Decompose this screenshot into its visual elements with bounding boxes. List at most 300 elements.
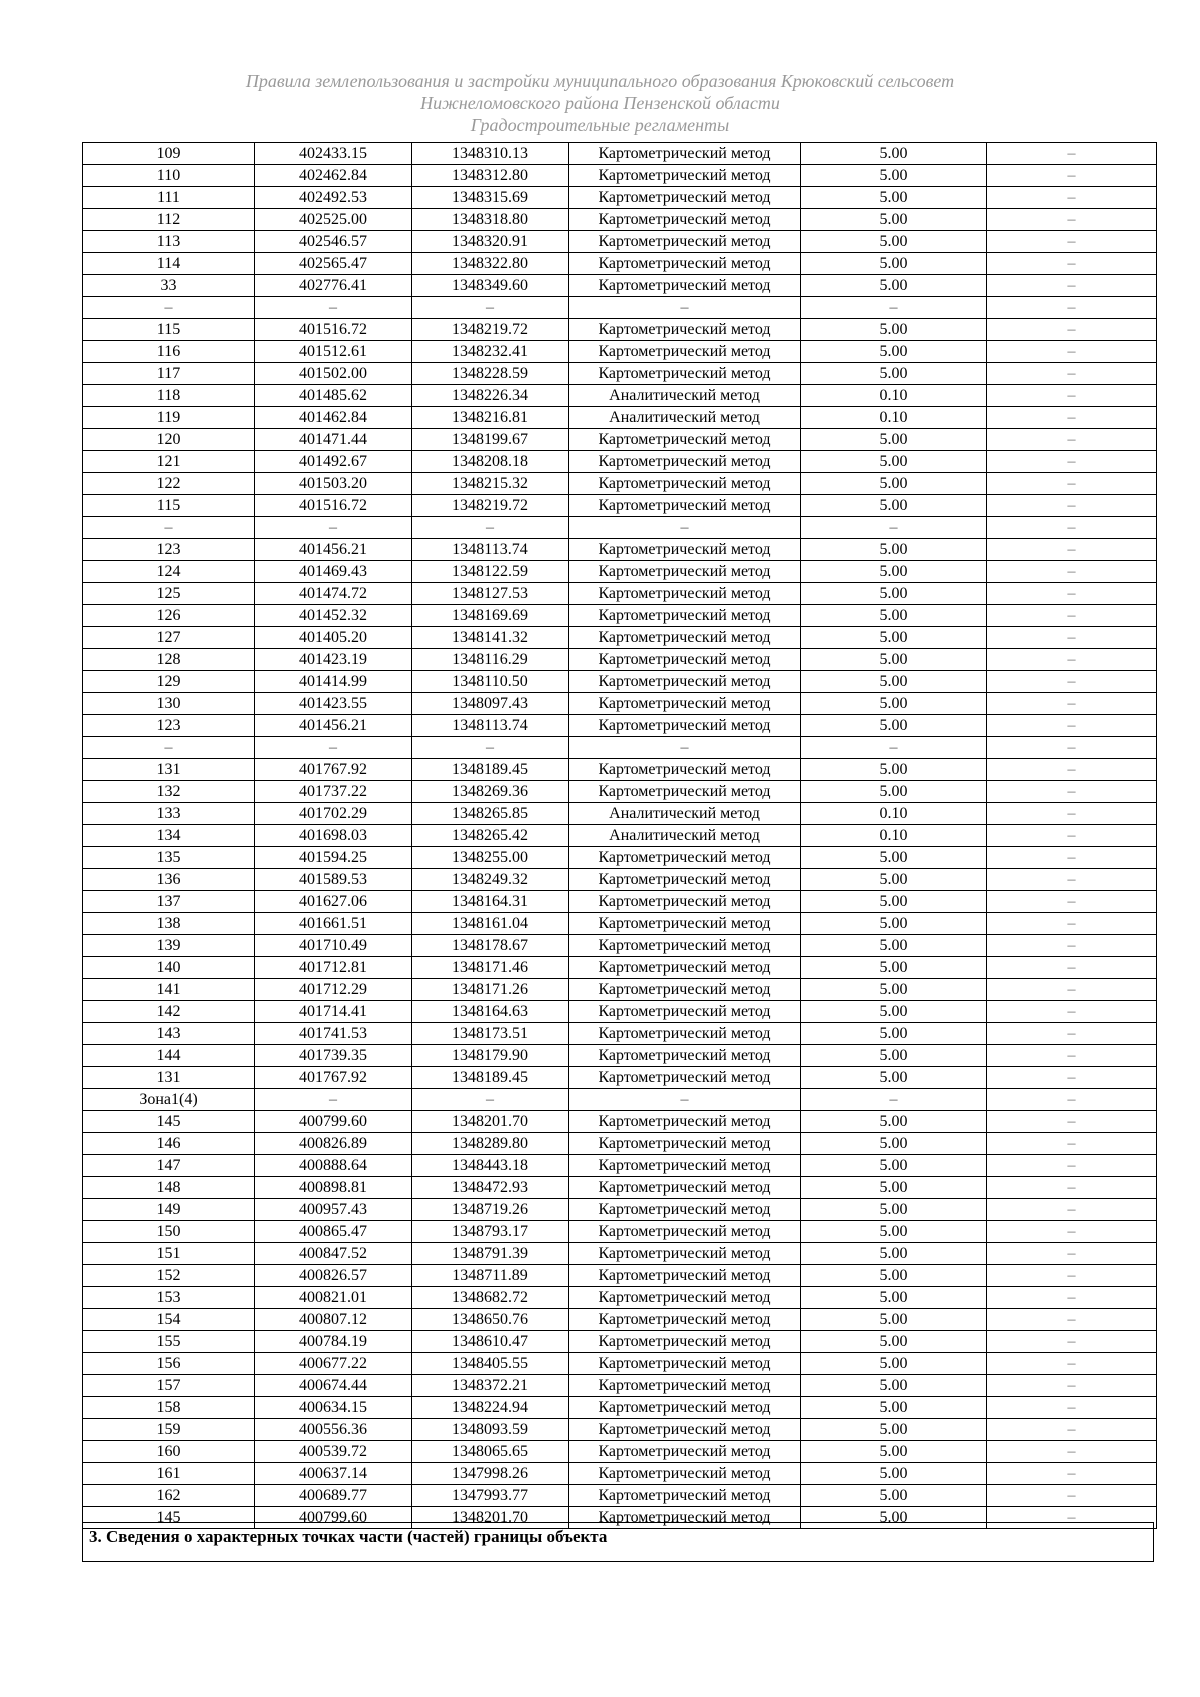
x-coordinate-cell: 401712.29	[255, 979, 412, 1001]
accuracy-cell: 5.00	[801, 1111, 987, 1133]
x-coordinate-cell: 401502.00	[255, 363, 412, 385]
accuracy-cell: 5.00	[801, 1375, 987, 1397]
point-number-cell: 152	[83, 1265, 255, 1287]
y-coordinate-cell: 1348405.55	[412, 1353, 569, 1375]
y-coordinate-cell: 1348097.43	[412, 693, 569, 715]
y-coordinate-cell: 1348189.45	[412, 1067, 569, 1089]
y-coordinate-cell: 1348116.29	[412, 649, 569, 671]
point-number-cell: 159	[83, 1419, 255, 1441]
x-coordinate-cell: 401741.53	[255, 1023, 412, 1045]
method-cell: Картометрический метод	[569, 1353, 801, 1375]
y-coordinate-cell: 1348472.93	[412, 1177, 569, 1199]
y-coordinate-cell: 1348113.74	[412, 539, 569, 561]
point-number-cell: 154	[83, 1309, 255, 1331]
point-number-cell: 113	[83, 231, 255, 253]
y-coordinate-cell: 1347993.77	[412, 1485, 569, 1507]
method-cell: Картометрический метод	[569, 1485, 801, 1507]
method-cell: Картометрический метод	[569, 693, 801, 715]
method-cell: Картометрический метод	[569, 913, 801, 935]
description-cell: –	[987, 979, 1157, 1001]
accuracy-cell: 5.00	[801, 1243, 987, 1265]
accuracy-cell: 5.00	[801, 1507, 987, 1529]
x-coordinate-cell: 401702.29	[255, 803, 412, 825]
table-row	[83, 1221, 1157, 1243]
description-cell: –	[987, 737, 1157, 759]
accuracy-cell: 5.00	[801, 1023, 987, 1045]
y-coordinate-cell: 1348310.13	[412, 143, 569, 165]
description-cell: –	[987, 231, 1157, 253]
description-cell: –	[987, 869, 1157, 891]
y-coordinate-cell: 1348173.51	[412, 1023, 569, 1045]
table-row	[83, 737, 1157, 759]
y-coordinate-cell: 1348372.21	[412, 1375, 569, 1397]
method-cell: Картометрический метод	[569, 1419, 801, 1441]
description-cell: –	[987, 1375, 1157, 1397]
x-coordinate-cell: 401503.20	[255, 473, 412, 495]
point-number-cell: Зона1(4)	[83, 1089, 255, 1111]
y-coordinate-cell: 1348219.72	[412, 319, 569, 341]
method-cell: Картометрический метод	[569, 1507, 801, 1529]
point-number-cell: 140	[83, 957, 255, 979]
accuracy-cell: 5.00	[801, 1463, 987, 1485]
table-row	[83, 1265, 1157, 1287]
table-row	[83, 781, 1157, 803]
description-cell: –	[987, 1243, 1157, 1265]
description-cell: –	[987, 209, 1157, 231]
accuracy-cell: 5.00	[801, 715, 987, 737]
x-coordinate-cell: 400898.81	[255, 1177, 412, 1199]
method-cell: Картометрический метод	[569, 495, 801, 517]
y-coordinate-cell: 1348161.04	[412, 913, 569, 935]
accuracy-cell: 5.00	[801, 253, 987, 275]
y-coordinate-cell: 1348169.69	[412, 605, 569, 627]
table-row	[83, 275, 1157, 297]
accuracy-cell: 5.00	[801, 539, 987, 561]
method-cell: Картометрический метод	[569, 759, 801, 781]
point-number-cell: 144	[83, 1045, 255, 1067]
y-coordinate-cell: 1348110.50	[412, 671, 569, 693]
x-coordinate-cell: 400539.72	[255, 1441, 412, 1463]
description-cell: –	[987, 1397, 1157, 1419]
table-row	[83, 759, 1157, 781]
accuracy-cell: 5.00	[801, 473, 987, 495]
y-coordinate-cell: 1348711.89	[412, 1265, 569, 1287]
table-row	[83, 693, 1157, 715]
x-coordinate-cell: 401589.53	[255, 869, 412, 891]
point-number-cell: 125	[83, 583, 255, 605]
table-row	[83, 473, 1157, 495]
table-row	[83, 1111, 1157, 1133]
table-row	[83, 847, 1157, 869]
description-cell: –	[987, 253, 1157, 275]
point-number-cell: 149	[83, 1199, 255, 1221]
x-coordinate-cell: 401739.35	[255, 1045, 412, 1067]
accuracy-cell: 5.00	[801, 1155, 987, 1177]
point-number-cell: 153	[83, 1287, 255, 1309]
point-number-cell: 127	[83, 627, 255, 649]
method-cell: Картометрический метод	[569, 583, 801, 605]
accuracy-cell: 5.00	[801, 341, 987, 363]
x-coordinate-cell: 400634.15	[255, 1397, 412, 1419]
x-coordinate-cell: 402462.84	[255, 165, 412, 187]
table-row	[83, 517, 1157, 539]
method-cell: Картометрический метод	[569, 1397, 801, 1419]
y-coordinate-cell: 1348255.00	[412, 847, 569, 869]
method-cell: –	[569, 517, 801, 539]
point-number-cell: 109	[83, 143, 255, 165]
y-coordinate-cell: 1348189.45	[412, 759, 569, 781]
description-cell: –	[987, 803, 1157, 825]
method-cell: Картометрический метод	[569, 1331, 801, 1353]
y-coordinate-cell: 1348232.41	[412, 341, 569, 363]
accuracy-cell: 0.10	[801, 803, 987, 825]
y-coordinate-cell: 1348610.47	[412, 1331, 569, 1353]
method-cell: Аналитический метод	[569, 825, 801, 847]
table-row	[83, 825, 1157, 847]
point-number-cell: 133	[83, 803, 255, 825]
x-coordinate-cell: 401714.41	[255, 1001, 412, 1023]
accuracy-cell: 0.10	[801, 385, 987, 407]
accuracy-cell: 5.00	[801, 187, 987, 209]
point-number-cell: 146	[83, 1133, 255, 1155]
description-cell: –	[987, 561, 1157, 583]
method-cell: Картометрический метод	[569, 363, 801, 385]
method-cell: Картометрический метод	[569, 319, 801, 341]
method-cell: Картометрический метод	[569, 275, 801, 297]
table-row	[83, 1023, 1157, 1045]
table-row	[83, 561, 1157, 583]
accuracy-cell: 0.10	[801, 825, 987, 847]
point-number-cell: 110	[83, 165, 255, 187]
y-coordinate-cell: 1347998.26	[412, 1463, 569, 1485]
point-number-cell: –	[83, 517, 255, 539]
y-coordinate-cell: 1348443.18	[412, 1155, 569, 1177]
point-number-cell: 145	[83, 1111, 255, 1133]
description-cell: –	[987, 1265, 1157, 1287]
table-row	[83, 869, 1157, 891]
table-row	[83, 1309, 1157, 1331]
x-coordinate-cell: 400821.01	[255, 1287, 412, 1309]
x-coordinate-cell: 401737.22	[255, 781, 412, 803]
accuracy-cell: –	[801, 1089, 987, 1111]
y-coordinate-cell: 1348791.39	[412, 1243, 569, 1265]
accuracy-cell: 5.00	[801, 1067, 987, 1089]
method-cell: Картометрический метод	[569, 891, 801, 913]
method-cell: Картометрический метод	[569, 1463, 801, 1485]
point-number-cell: 130	[83, 693, 255, 715]
x-coordinate-cell: 401767.92	[255, 759, 412, 781]
description-cell: –	[987, 1155, 1157, 1177]
accuracy-cell: 5.00	[801, 1287, 987, 1309]
table-row	[83, 715, 1157, 737]
table-row	[83, 583, 1157, 605]
method-cell: Картометрический метод	[569, 1243, 801, 1265]
x-coordinate-cell: 400826.89	[255, 1133, 412, 1155]
method-cell: Аналитический метод	[569, 385, 801, 407]
table-row	[83, 1199, 1157, 1221]
point-number-cell: 158	[83, 1397, 255, 1419]
table-row	[83, 957, 1157, 979]
description-cell: –	[987, 429, 1157, 451]
method-cell: Картометрический метод	[569, 1375, 801, 1397]
point-number-cell: –	[83, 297, 255, 319]
coordinates-table	[82, 142, 1157, 1529]
accuracy-cell: 5.00	[801, 143, 987, 165]
point-number-cell: 142	[83, 1001, 255, 1023]
method-cell: Картометрический метод	[569, 209, 801, 231]
x-coordinate-cell: 401456.21	[255, 539, 412, 561]
x-coordinate-cell: 400784.19	[255, 1331, 412, 1353]
table-row	[83, 979, 1157, 1001]
accuracy-cell: 5.00	[801, 605, 987, 627]
x-coordinate-cell: 401512.61	[255, 341, 412, 363]
point-number-cell: 155	[83, 1331, 255, 1353]
description-cell: –	[987, 671, 1157, 693]
description-cell: –	[987, 1133, 1157, 1155]
x-coordinate-cell: 401462.84	[255, 407, 412, 429]
point-number-cell: 148	[83, 1177, 255, 1199]
y-coordinate-cell: 1348793.17	[412, 1221, 569, 1243]
method-cell: Картометрический метод	[569, 627, 801, 649]
description-cell: –	[987, 517, 1157, 539]
table-row	[83, 1287, 1157, 1309]
description-cell: –	[987, 165, 1157, 187]
point-number-cell: 124	[83, 561, 255, 583]
description-cell: –	[987, 1441, 1157, 1463]
x-coordinate-cell: 402546.57	[255, 231, 412, 253]
table-row	[83, 1155, 1157, 1177]
description-cell: –	[987, 297, 1157, 319]
point-number-cell: 115	[83, 495, 255, 517]
table-row	[83, 913, 1157, 935]
description-cell: –	[987, 1045, 1157, 1067]
y-coordinate-cell: 1348201.70	[412, 1111, 569, 1133]
table-row	[83, 1463, 1157, 1485]
point-number-cell: 132	[83, 781, 255, 803]
y-coordinate-cell: 1348141.32	[412, 627, 569, 649]
table-row	[83, 1045, 1157, 1067]
y-coordinate-cell: 1348219.72	[412, 495, 569, 517]
description-cell: –	[987, 1419, 1157, 1441]
y-coordinate-cell: 1348312.80	[412, 165, 569, 187]
accuracy-cell: 5.00	[801, 649, 987, 671]
method-cell: Картометрический метод	[569, 165, 801, 187]
method-cell: Картометрический метод	[569, 781, 801, 803]
y-coordinate-cell: 1348650.76	[412, 1309, 569, 1331]
point-number-cell: 141	[83, 979, 255, 1001]
method-cell: Картометрический метод	[569, 715, 801, 737]
description-cell: –	[987, 451, 1157, 473]
point-number-cell: 122	[83, 473, 255, 495]
accuracy-cell: 0.10	[801, 407, 987, 429]
x-coordinate-cell: –	[255, 737, 412, 759]
point-number-cell: 160	[83, 1441, 255, 1463]
description-cell: –	[987, 1199, 1157, 1221]
description-cell: –	[987, 363, 1157, 385]
method-cell: Картометрический метод	[569, 979, 801, 1001]
x-coordinate-cell: 401423.19	[255, 649, 412, 671]
point-number-cell: 161	[83, 1463, 255, 1485]
y-coordinate-cell: 1348719.26	[412, 1199, 569, 1221]
x-coordinate-cell: 402565.47	[255, 253, 412, 275]
method-cell: Картометрический метод	[569, 451, 801, 473]
accuracy-cell: 5.00	[801, 1221, 987, 1243]
x-coordinate-cell: 400888.64	[255, 1155, 412, 1177]
point-number-cell: 116	[83, 341, 255, 363]
x-coordinate-cell: 400826.57	[255, 1265, 412, 1287]
accuracy-cell: 5.00	[801, 495, 987, 517]
description-cell: –	[987, 891, 1157, 913]
y-coordinate-cell: 1348164.31	[412, 891, 569, 913]
method-cell: Картометрический метод	[569, 869, 801, 891]
y-coordinate-cell: 1348127.53	[412, 583, 569, 605]
x-coordinate-cell: 401485.62	[255, 385, 412, 407]
table-row	[83, 627, 1157, 649]
method-cell: –	[569, 737, 801, 759]
y-coordinate-cell: –	[412, 1089, 569, 1111]
x-coordinate-cell: 400807.12	[255, 1309, 412, 1331]
x-coordinate-cell: 400799.60	[255, 1507, 412, 1529]
x-coordinate-cell: 400847.52	[255, 1243, 412, 1265]
y-coordinate-cell: 1348320.91	[412, 231, 569, 253]
x-coordinate-cell: 400637.14	[255, 1463, 412, 1485]
method-cell: –	[569, 297, 801, 319]
table-row	[83, 1133, 1157, 1155]
method-cell: Картометрический метод	[569, 1045, 801, 1067]
description-cell: –	[987, 781, 1157, 803]
table-row	[83, 341, 1157, 363]
x-coordinate-cell: 401471.44	[255, 429, 412, 451]
y-coordinate-cell: 1348178.67	[412, 935, 569, 957]
description-cell: –	[987, 583, 1157, 605]
header-line-2: Нижнеломовского района Пензенской области	[420, 93, 780, 113]
accuracy-cell: 5.00	[801, 451, 987, 473]
y-coordinate-cell: 1348208.18	[412, 451, 569, 473]
method-cell: Картометрический метод	[569, 1199, 801, 1221]
method-cell: Картометрический метод	[569, 473, 801, 495]
description-cell: –	[987, 1309, 1157, 1331]
accuracy-cell: 5.00	[801, 1353, 987, 1375]
description-cell: –	[987, 847, 1157, 869]
description-cell: –	[987, 1507, 1157, 1529]
accuracy-cell: –	[801, 297, 987, 319]
x-coordinate-cell: 401474.72	[255, 583, 412, 605]
accuracy-cell: 5.00	[801, 847, 987, 869]
table-row	[83, 649, 1157, 671]
y-coordinate-cell: 1348269.36	[412, 781, 569, 803]
point-number-cell: 131	[83, 1067, 255, 1089]
accuracy-cell: 5.00	[801, 1397, 987, 1419]
method-cell: Картометрический метод	[569, 1177, 801, 1199]
accuracy-cell: 5.00	[801, 1199, 987, 1221]
method-cell: Картометрический метод	[569, 341, 801, 363]
method-cell: Картометрический метод	[569, 1155, 801, 1177]
accuracy-cell: 5.00	[801, 891, 987, 913]
method-cell: Картометрический метод	[569, 605, 801, 627]
y-coordinate-cell: 1348249.32	[412, 869, 569, 891]
x-coordinate-cell: 401767.92	[255, 1067, 412, 1089]
description-cell: –	[987, 627, 1157, 649]
y-coordinate-cell: 1348122.59	[412, 561, 569, 583]
point-number-cell: 117	[83, 363, 255, 385]
x-coordinate-cell: 402433.15	[255, 143, 412, 165]
point-number-cell: 112	[83, 209, 255, 231]
x-coordinate-cell: 401627.06	[255, 891, 412, 913]
accuracy-cell: 5.00	[801, 1331, 987, 1353]
point-number-cell: 156	[83, 1353, 255, 1375]
description-cell: –	[987, 825, 1157, 847]
table-row	[83, 1419, 1157, 1441]
point-number-cell: 145	[83, 1507, 255, 1529]
point-number-cell: 114	[83, 253, 255, 275]
x-coordinate-cell: 402525.00	[255, 209, 412, 231]
accuracy-cell: 5.00	[801, 363, 987, 385]
point-number-cell: 150	[83, 1221, 255, 1243]
point-number-cell: 128	[83, 649, 255, 671]
accuracy-cell: 5.00	[801, 231, 987, 253]
description-cell: –	[987, 935, 1157, 957]
y-coordinate-cell: 1348113.74	[412, 715, 569, 737]
description-cell: –	[987, 1177, 1157, 1199]
point-number-cell: 143	[83, 1023, 255, 1045]
accuracy-cell: 5.00	[801, 275, 987, 297]
y-coordinate-cell: 1348216.81	[412, 407, 569, 429]
table-row	[83, 253, 1157, 275]
point-number-cell: 147	[83, 1155, 255, 1177]
table-row	[83, 1177, 1157, 1199]
table-row	[83, 209, 1157, 231]
point-number-cell: 151	[83, 1243, 255, 1265]
y-coordinate-cell: 1348315.69	[412, 187, 569, 209]
x-coordinate-cell: 401414.99	[255, 671, 412, 693]
description-cell: –	[987, 715, 1157, 737]
accuracy-cell: –	[801, 737, 987, 759]
point-number-cell: 123	[83, 715, 255, 737]
table-row	[83, 451, 1157, 473]
accuracy-cell: 5.00	[801, 561, 987, 583]
x-coordinate-cell: 400957.43	[255, 1199, 412, 1221]
table-row	[83, 407, 1157, 429]
point-number-cell: 126	[83, 605, 255, 627]
document-header	[0, 70, 1200, 136]
accuracy-cell: 5.00	[801, 1485, 987, 1507]
y-coordinate-cell: 1348226.34	[412, 385, 569, 407]
point-number-cell: 123	[83, 539, 255, 561]
accuracy-cell: 5.00	[801, 1001, 987, 1023]
y-coordinate-cell: –	[412, 517, 569, 539]
accuracy-cell: 5.00	[801, 693, 987, 715]
y-coordinate-cell: 1348215.32	[412, 473, 569, 495]
y-coordinate-cell: 1348682.72	[412, 1287, 569, 1309]
description-cell: –	[987, 385, 1157, 407]
y-coordinate-cell: –	[412, 297, 569, 319]
method-cell: Картометрический метод	[569, 935, 801, 957]
x-coordinate-cell: 401710.49	[255, 935, 412, 957]
description-cell: –	[987, 473, 1157, 495]
description-cell: –	[987, 407, 1157, 429]
table-row	[83, 429, 1157, 451]
method-cell: Картометрический метод	[569, 1309, 801, 1331]
point-number-cell: 139	[83, 935, 255, 957]
x-coordinate-cell: 400556.36	[255, 1419, 412, 1441]
y-coordinate-cell: –	[412, 737, 569, 759]
table-row	[83, 187, 1157, 209]
point-number-cell: 115	[83, 319, 255, 341]
y-coordinate-cell: 1348201.70	[412, 1507, 569, 1529]
y-coordinate-cell: 1348171.46	[412, 957, 569, 979]
accuracy-cell: 5.00	[801, 1309, 987, 1331]
accuracy-cell: 5.00	[801, 1045, 987, 1067]
